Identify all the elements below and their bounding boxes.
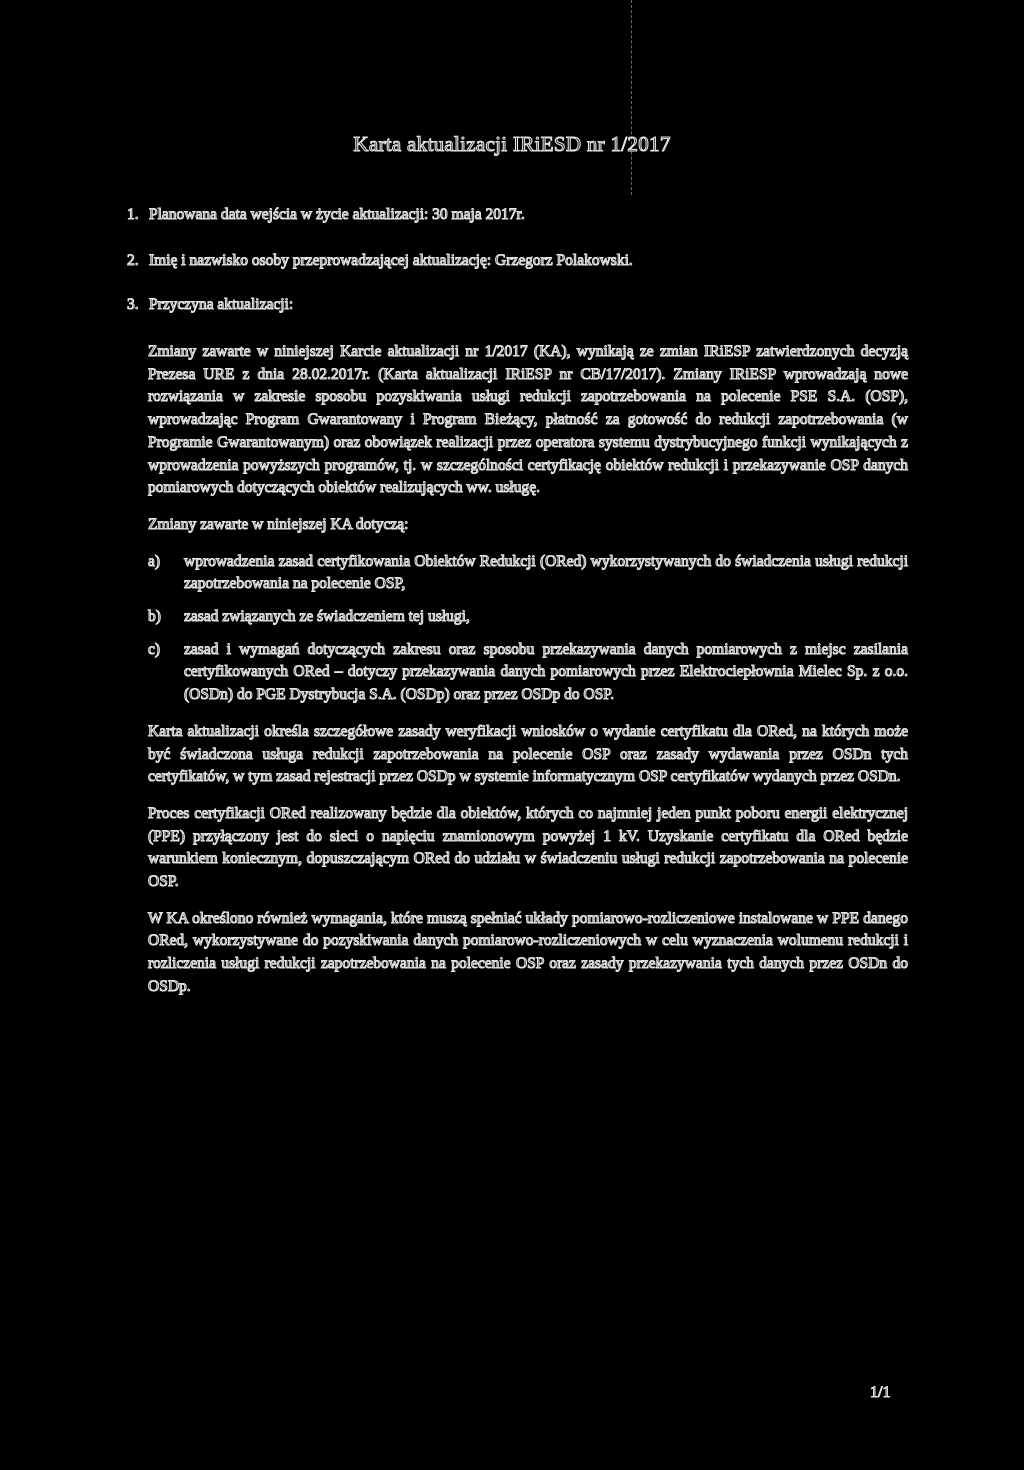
list-item xyxy=(148,639,908,707)
list-item-label: c) xyxy=(148,640,161,658)
paragraph-changes-origin: Zmiany zawarte w niniejszej Karcie aktualizacji nr 1/2017 (KA), wynikają ze zmian IRiESP zatwierdzonych decyzją Prezesa URE z dnia 28.02.2017r. (Karta aktualizacji IRiESP nr CB/17/2017). Zmiany IRiESP wprowadzają nowe rozwiązania w zakresie sposobu pozyskiwania usługi redukcji zapotrzebowania na polecenie PSE S.A. (OSP), wprowadzając Program Gwarantowany i Program Bieżący, płatność za gotowość do redukcji zapotrzebowania (w Programie Gwarantowanym) oraz obowiązek realizacji przez operatora systemu dystrybucyjnego funkcji wynikających z wprowadzenia powyższych programów, tj. w szczególności certyfikację obiektów redukcji i przekazywanie OSP danych pomiarowych dotyczących obiektów realizujących ww. usługę. xyxy=(148,343,908,497)
paragraph-changes-scope-intro: Zmiany zawarte w niniejszej KA dotyczą: xyxy=(148,515,409,533)
item-text: Planowana data wejścia w życie aktualizacji: 30 maja 2017r. xyxy=(149,206,525,223)
item-number: 1. xyxy=(127,206,139,223)
item-number: 3. xyxy=(127,296,139,313)
paragraph-certificate-rules: Karta aktualizacji określa szczegółowe zasady weryfikacji wniosków o wydanie certyfikatu dla ORed, na których może być świadczona usługa redukcji zapotrzebowania na polecenie OSP oraz zasady wydawania przez OSDn tych certyfikatów, w tym zasad rejestracji przez OSDp w systemie informatycznym OSP certyfikatów wydanych przez OSDn. xyxy=(148,722,908,786)
page-number: 1/1 xyxy=(870,1384,891,1401)
document-body xyxy=(148,341,908,1013)
list-item-text: zasad związanych ze świadczeniem tej usługi, xyxy=(184,608,470,626)
list-item-text: wprowadzenia zasad certyfikowania Obiektów Redukcji (ORed) wykorzystywanych do świadczenia usługi redukcji zapotrzebowania na polecenie OSP, xyxy=(184,552,908,593)
scan-fold-line xyxy=(631,0,632,195)
list-item-label: a) xyxy=(148,552,161,570)
item-text: Przyczyna aktualizacji: xyxy=(149,296,294,313)
item-text: Imię i nazwisko osoby przeprowadzającej aktualizację: Grzegorz Polakowski. xyxy=(149,252,633,269)
paragraph-metering-requirements: W KA określono również wymagania, które muszą spełniać układy pomiarowo-rozliczeniowe instalowane w PPE danego ORed, wykorzystywane do pozyskiwania danych pomiarowo-rozliczeniowych w celu wyznaczenia wolumenu redukcji i rozliczenia usługi redukcji zapotrzebowania na polecenie OSP oraz zasady przekazywania tych danych przez OSDn do OSDp. xyxy=(148,909,908,995)
item-planned-date xyxy=(127,206,525,224)
list-item xyxy=(148,551,908,596)
item-number: 2. xyxy=(127,252,139,269)
paragraph-certification-process: Proces certyfikacji ORed realizowany będzie dla obiektów, których co najmniej jeden punkt poboru energii elektrycznej (PPE) przyłączony jest do sieci o napięciu znamionowym powyżej 1 kV. Uzyskanie certyfikatu dla ORed będzie warunkiem koniecznym, dopuszczającym ORed do udziału w świadczeniu usługi redukcji zapotrzebowania na polecenie OSP. xyxy=(148,804,908,891)
document-title: Karta aktualizacji IRiESD nr 1/2017 xyxy=(353,132,671,156)
item-update-reason xyxy=(127,296,293,314)
list-item-text: zasad i wymagań dotyczących zakresu oraz sposobu przekazywania danych pomiarowych z miejsc zasilania certyfikowanych ORed – dotyczy przekazywania danych pomiarowych przez Elektrociepłownia Mielec Sp. z o.o. (OSDn) do PGE Dystrybucja S.A. (OSDp) oraz przez OSDp do OSP. xyxy=(184,640,908,704)
list-item xyxy=(148,606,908,629)
item-person-name xyxy=(127,252,633,270)
list-item-label: b) xyxy=(148,608,161,626)
